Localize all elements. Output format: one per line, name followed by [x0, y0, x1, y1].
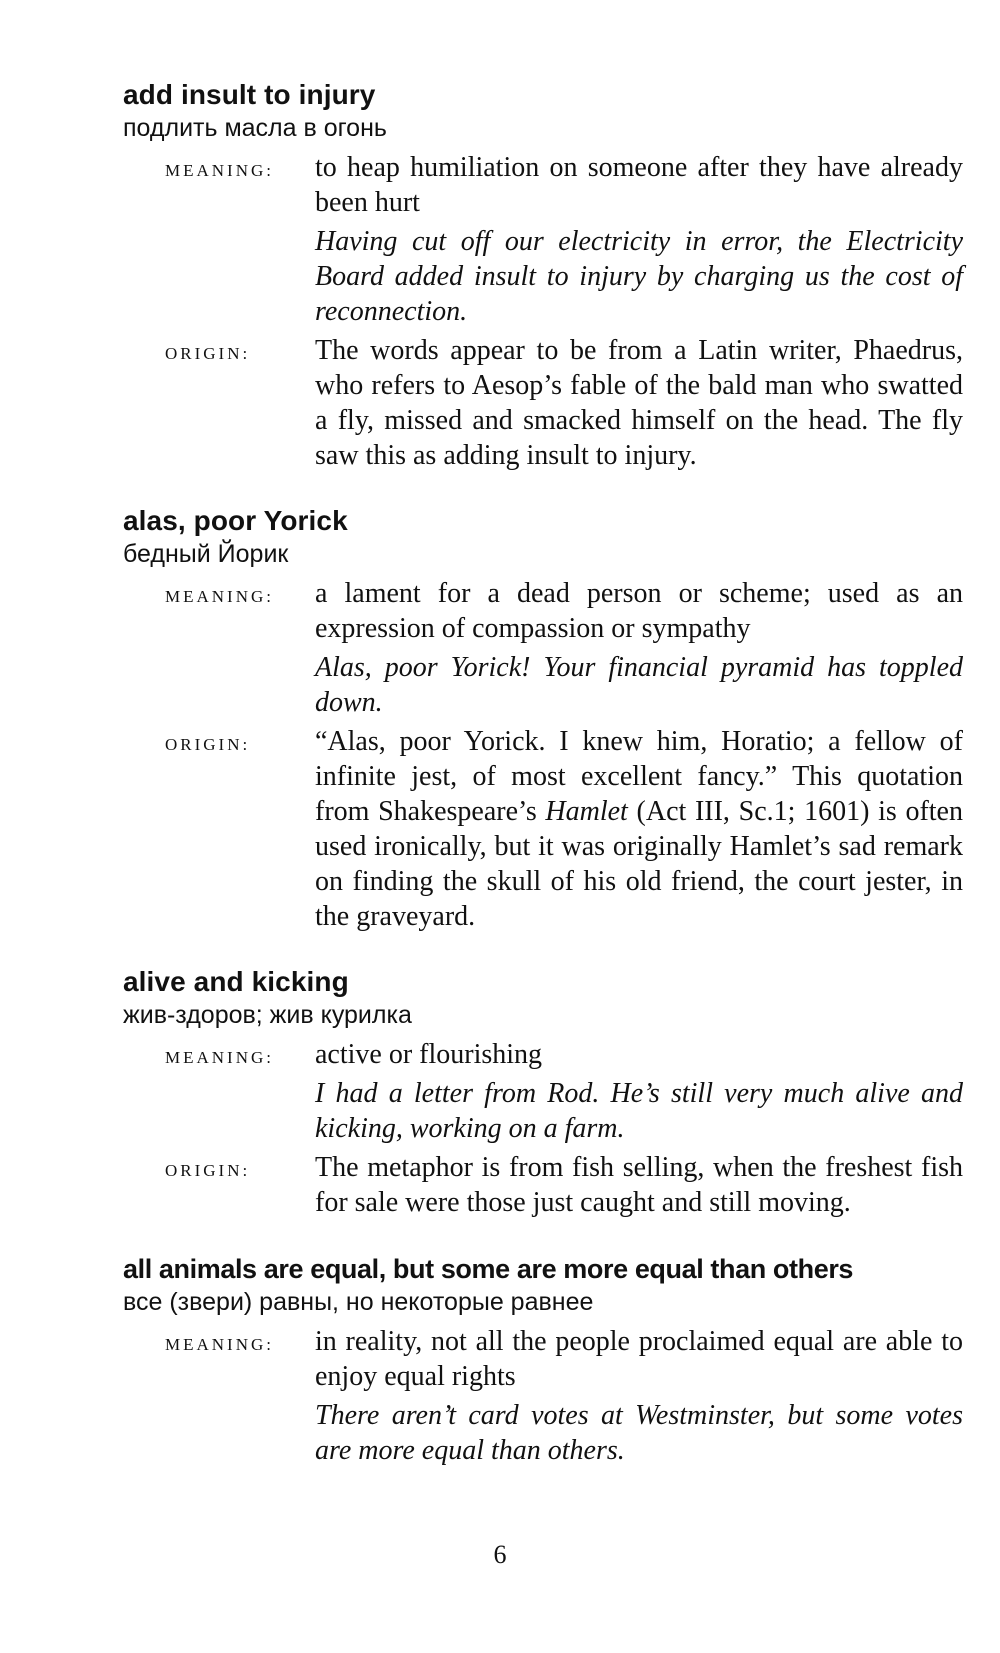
meaning-body: [315, 1037, 963, 1150]
entry-headword: all animals are equal, but some are more equal than others: [123, 1254, 854, 1284]
entry-translation: все (звери) равны, но некоторые равнее: [123, 1288, 594, 1316]
example-text: Having cut off our electricity in error, the Electricity Board added insult to injury by charging us the cost of reconnection.: [315, 226, 963, 327]
meaning-label: MEANING:: [165, 1048, 274, 1067]
origin-label: ORIGIN:: [165, 344, 251, 363]
origin-label: ORIGIN:: [165, 1161, 251, 1180]
origin-row: [123, 333, 963, 473]
meaning-label: MEANING:: [165, 161, 274, 180]
origin-body: [315, 1150, 963, 1220]
entry-translation: подлить масла в огонь: [123, 114, 387, 142]
entry-headword: add insult to injury: [123, 79, 376, 110]
meaning-row: [123, 1324, 963, 1472]
meaning-row: [123, 1037, 963, 1150]
example-text: I had a letter from Rod. He’s still very much alive and kicking, working on a farm.: [315, 1078, 963, 1144]
meaning-body: [315, 150, 963, 333]
entry-translation: жив-здоров; жив курилка: [123, 1001, 412, 1029]
meaning-body: [315, 1324, 963, 1472]
meaning-label: MEANING:: [165, 587, 274, 606]
meaning-text: active or flourishing: [315, 1039, 543, 1070]
entry-translation: бедный Йорик: [123, 540, 289, 568]
entry-all-animals-are-equal: [123, 1252, 963, 1472]
origin-text: The words appear to be from a Latin writer, Phaedrus, who refers to Aesop’s fable of the bald man who swatted a fly, missed and smacked himself on the head. The fly saw this as adding insult to injury.: [315, 335, 963, 471]
origin-text: The metaphor is from fish selling, when the freshest fish for sale were those just caught and still moving.: [315, 1152, 963, 1218]
meaning-text: a lament for a dead person or scheme; used as an expression of compassion or sympathy: [315, 578, 963, 644]
meaning-text: to heap humiliation on someone after they have already been hurt: [315, 152, 963, 218]
meaning-row: [123, 150, 963, 333]
work-title: Hamlet: [545, 796, 628, 827]
origin-text-after: (Act III, Sc.1; 1601) is often used ironically, but it was originally Hamlet’s sad remark on finding the skull of his old friend, the court jester, in the graveyard.: [315, 796, 963, 932]
example-text: There aren’t card votes at Westminster, but some votes are more equal than others.: [315, 1400, 963, 1466]
meaning-body: [315, 576, 963, 724]
meaning-text: in reality, not all the people proclaimed equal are able to enjoy equal rights: [315, 1326, 963, 1392]
example-text: Alas, poor Yorick! Your financial pyramid has toppled down.: [315, 652, 963, 718]
origin-text-before: “Alas, poor Yorick. I knew him, Horatio; a fellow of infinite jest, of most excellent fancy.” This quotation from Shakespeare’s: [315, 726, 963, 827]
entry-add-insult-to-injury: [123, 78, 963, 473]
origin-row: [123, 1150, 963, 1220]
meaning-row: [123, 576, 963, 724]
origin-body: [315, 333, 963, 473]
entry-alive-and-kicking: [123, 965, 963, 1220]
origin-label: ORIGIN:: [165, 735, 251, 754]
origin-body: [315, 724, 963, 934]
entry-headword: alive and kicking: [123, 966, 349, 997]
origin-text: [315, 724, 963, 934]
origin-row: [123, 724, 963, 934]
page-number: 6: [493, 1540, 507, 1569]
entry-alas-poor-yorick: [123, 504, 963, 934]
meaning-label: MEANING:: [165, 1335, 274, 1354]
entry-headword: alas, poor Yorick: [123, 505, 348, 536]
